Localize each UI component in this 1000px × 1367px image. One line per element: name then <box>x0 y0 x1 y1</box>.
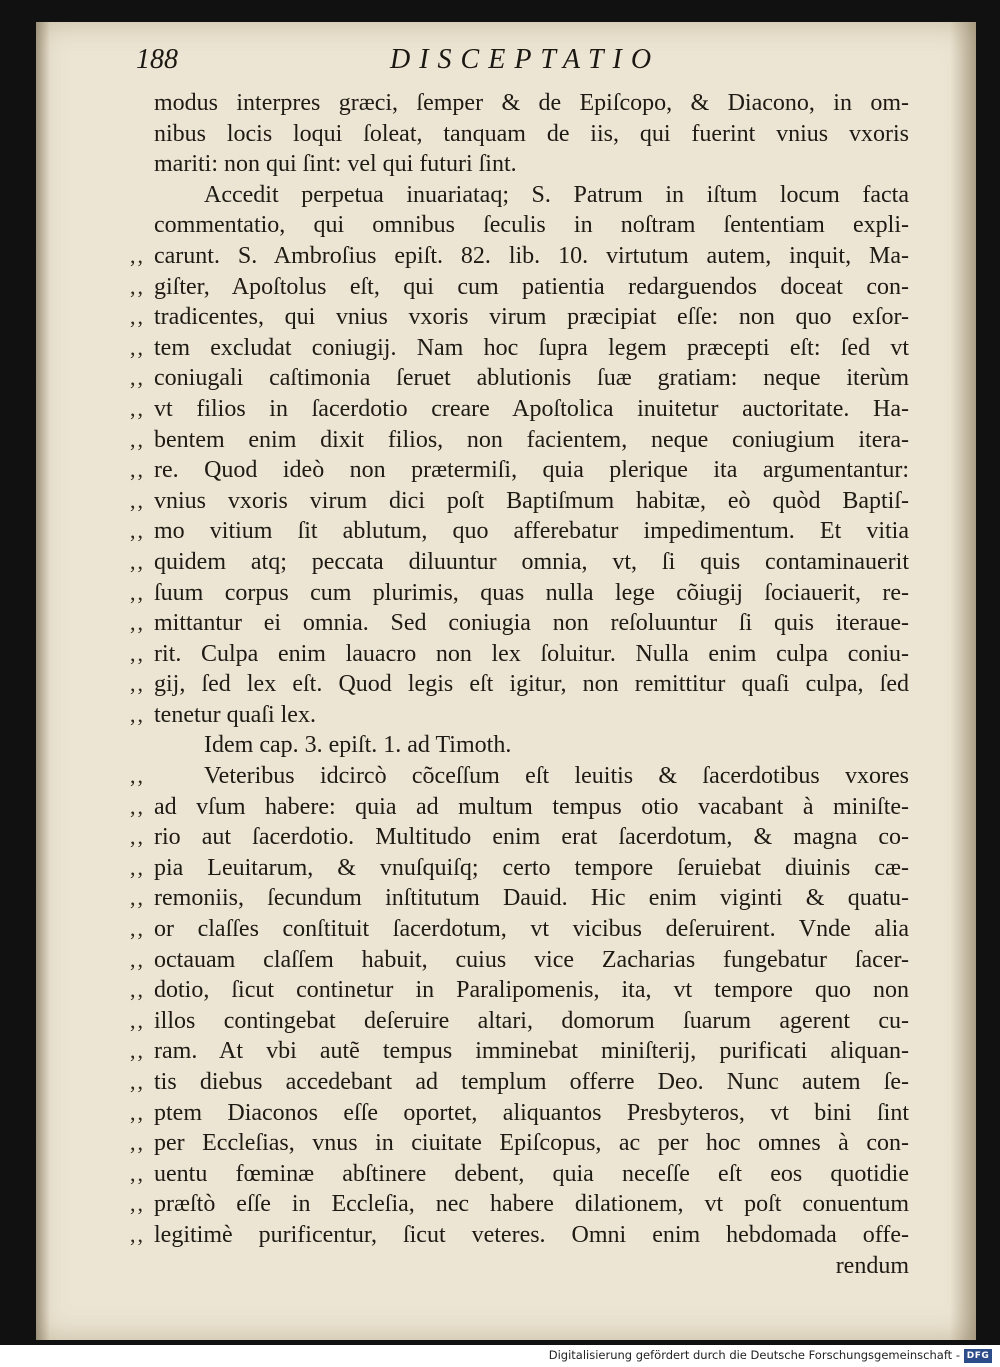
quotation-mark: ,, <box>130 1160 145 1186</box>
quotation-mark: ,, <box>130 610 145 636</box>
line-text: re. Quod ideò non prætermiſi, quia plerique ita argumentantur: <box>154 457 909 484</box>
line-text: commentatio, qui omnibus ſeculis in noſtram ſententiam expli- <box>154 212 909 239</box>
text-line <box>36 516 976 547</box>
line-text: coniugali caſtimonia ſeruet ablutionis ſuæ gratiam: neque iterùm <box>154 365 909 392</box>
text-line <box>36 241 976 272</box>
line-text: carunt. S. Ambroſius epiſt. 82. lib. 10. virtutum autem, inquit, Ma- <box>154 242 909 269</box>
line-text: per Eccleſias, vnus in ciuitate Epiſcopus, ac per hoc omnes à con- <box>154 1130 909 1157</box>
line-text: Veteribus idcircò cõceſſum eſt leuitis & ſacerdotibus vxores <box>204 763 909 790</box>
text-line <box>36 883 976 914</box>
quotation-mark: ,, <box>130 426 145 452</box>
line-text: pia Leuitarum, & vnuſquiſq; certo tempore ſeruiebat diuinis cæ- <box>154 854 909 881</box>
text-line <box>36 272 976 303</box>
line-text: mittantur ei omnia. Sed coniugia non reſoluuntur ſi quis iteraue- <box>154 610 909 637</box>
line-text: mo vitium ſit ablutum, quo afferebatur impedimentum. Et vitia <box>154 518 909 545</box>
quotation-mark: ,, <box>130 701 145 727</box>
line-text: legitimè purificentur, ſicut veteres. Omni enim hebdomada offe- <box>154 1221 909 1248</box>
text-line <box>36 1251 976 1282</box>
quotation-mark: ,, <box>130 304 145 330</box>
quotation-mark: ,, <box>130 579 145 605</box>
text-line <box>36 363 976 394</box>
quotation-mark: ,, <box>130 1007 145 1033</box>
text-line <box>36 1098 976 1129</box>
text-line <box>36 394 976 425</box>
line-text: gij, ſed lex eſt. Quod legis eſt igitur, non remittitur quaſi culpa, ſed <box>154 671 909 698</box>
text-line <box>36 1189 976 1220</box>
line-text: vt filios in ſacerdotio creare Apoſtolica inuitetur auctoritate. Ha- <box>154 395 909 422</box>
quotation-mark: ,, <box>130 487 145 513</box>
line-text: bentem enim dixit filios, non facientem, neque coniugium itera- <box>154 426 909 453</box>
text-line <box>36 945 976 976</box>
footer-credit: Digitalisierung gefördert durch die Deutsche Forschungsgemeinschaft - <box>548 1348 960 1362</box>
line-text: tem excludat coniugij. Nam hoc ſupra legem præcepti eſt: ſed vt <box>154 334 909 361</box>
section-heading: Idem cap. 3. epiſt. 1. ad Timoth. <box>204 732 512 759</box>
body-text <box>36 88 976 1281</box>
quotation-mark: ,, <box>130 671 145 697</box>
text-line <box>36 639 976 670</box>
line-text: mariti: non qui ſint: vel qui futuri ſint. <box>154 151 517 178</box>
text-line <box>36 853 976 884</box>
text-line <box>36 455 976 486</box>
text-line <box>36 669 976 700</box>
text-line <box>36 1128 976 1159</box>
catchword: rendum <box>835 1252 909 1279</box>
text-line <box>36 608 976 639</box>
text-line <box>36 1067 976 1098</box>
quotation-mark: ,, <box>130 1191 145 1217</box>
digitization-footer <box>0 1345 1000 1367</box>
quotation-mark: ,, <box>130 457 145 483</box>
text-line <box>36 88 976 119</box>
quotation-mark: ,, <box>130 395 145 421</box>
line-text: tenetur quaſi lex. <box>154 701 316 728</box>
line-text: rio aut ſacerdotio. Multitudo enim erat ſacerdotum, & magna co- <box>154 824 909 851</box>
text-line <box>36 210 976 241</box>
text-line <box>36 1006 976 1037</box>
line-text: Accedit perpetua inuariataq; S. Patrum in iſtum locum facta <box>204 181 909 208</box>
quotation-mark: ,, <box>130 885 145 911</box>
text-line <box>36 700 976 731</box>
quotation-mark: ,, <box>130 334 145 360</box>
line-text: or claſſes conſtituit ſacerdotum, vt vicibus deſeruirent. Vnde alia <box>154 916 909 943</box>
quotation-mark: ,, <box>130 365 145 391</box>
running-head: DISCEPTATIO <box>390 44 661 75</box>
line-text: quidem atq; peccata diluuntur omnia, vt, ſi quis contaminauerit <box>154 548 909 575</box>
text-line <box>36 975 976 1006</box>
text-line <box>36 119 976 150</box>
quotation-mark: ,, <box>130 946 145 972</box>
line-text: rit. Culpa enim lauacro non lex ſoluitur. Nulla enim culpa coniu- <box>154 640 909 667</box>
quotation-mark: ,, <box>130 854 145 880</box>
quotation-mark: ,, <box>130 916 145 942</box>
text-line <box>36 425 976 456</box>
text-line <box>36 547 976 578</box>
line-text: dotio, ſicut continetur in Paralipomenis, ita, vt tempore quo non <box>154 977 909 1004</box>
line-text: tradicentes, qui vnius vxoris virum præcipiat eſſe: non quo exſor- <box>154 304 909 331</box>
quotation-mark: ,, <box>130 1069 145 1094</box>
text-line <box>36 486 976 517</box>
text-line <box>36 822 976 853</box>
line-text: illos contingebat deſeruire altari, domorum ſuarum agerent cu- <box>154 1007 909 1034</box>
quotation-mark: ,, <box>130 640 145 666</box>
page-header <box>136 44 956 84</box>
text-line <box>36 149 976 180</box>
quotation-mark: ,, <box>130 1099 145 1125</box>
text-line <box>36 761 976 792</box>
quotation-mark: ,, <box>130 273 145 299</box>
quotation-mark: ,, <box>130 1221 145 1247</box>
quotation-mark: ,, <box>130 1038 145 1064</box>
text-line <box>36 914 976 945</box>
text-line <box>36 1159 976 1190</box>
line-text: nibus locis loqui ſoleat, tanquam de iis, qui fuerint vnius vxoris <box>154 120 909 147</box>
line-text: ram. At vbi autẽ tempus imminebat miniſterij, purificati aliquan- <box>154 1038 909 1065</box>
line-text: ad vſum habere: quia ad multum tempus otio vacabant à miniſte- <box>154 793 909 820</box>
text-line <box>36 180 976 211</box>
quotation-mark: ,, <box>130 977 145 1003</box>
text-line <box>36 792 976 823</box>
quotation-mark: ,, <box>130 793 145 819</box>
book-page <box>36 22 976 1340</box>
text-line <box>36 578 976 609</box>
line-text: remoniis, ſecundum inſtitutum Dauid. Hic enim viginti & quatu- <box>154 885 909 912</box>
line-text: octauam claſſem habuit, cuius vice Zacharias fungebatur ſacer- <box>154 946 909 973</box>
page-number: 188 <box>136 44 178 75</box>
line-text: ptem Diaconos eſſe oportet, aliquantos Presbyteros, vt bini ſint <box>154 1099 909 1126</box>
text-line <box>36 730 976 761</box>
line-text: ſuum corpus cum plurimis, quas nulla lege cõiugij ſociauerit, re- <box>154 579 909 606</box>
quotation-mark: ,, <box>130 824 145 850</box>
line-text: giſter, Apoſtolus eſt, qui cum patientia redarguendos doceat con- <box>154 273 909 300</box>
dfg-logo: DFG <box>964 1349 992 1363</box>
text-line <box>36 1220 976 1251</box>
text-line <box>36 1036 976 1067</box>
line-text: præſtò eſſe in Eccleſia, nec habere dilationem, vt poſt conuentum <box>154 1191 909 1218</box>
quotation-mark: ,, <box>130 548 145 574</box>
text-line <box>36 302 976 333</box>
line-text: uentu fœminæ abſtinere debent, quia neceſſe eſt eos quotidie <box>154 1160 909 1187</box>
quotation-mark: ,, <box>130 763 145 789</box>
line-text: tis diebus accedebant ad templum offerre Deo. Nunc autem ſe- <box>154 1069 909 1095</box>
quotation-mark: ,, <box>130 1130 145 1156</box>
text-line <box>36 333 976 364</box>
quotation-mark: ,, <box>130 518 145 544</box>
line-text: modus interpres græci, ſemper & de Epiſcopo, & Diacono, in om- <box>154 90 909 116</box>
line-text: vnius vxoris virum dici poſt Baptiſmum habitæ, eò quòd Baptiſ- <box>154 487 909 514</box>
quotation-mark: ,, <box>130 242 145 268</box>
